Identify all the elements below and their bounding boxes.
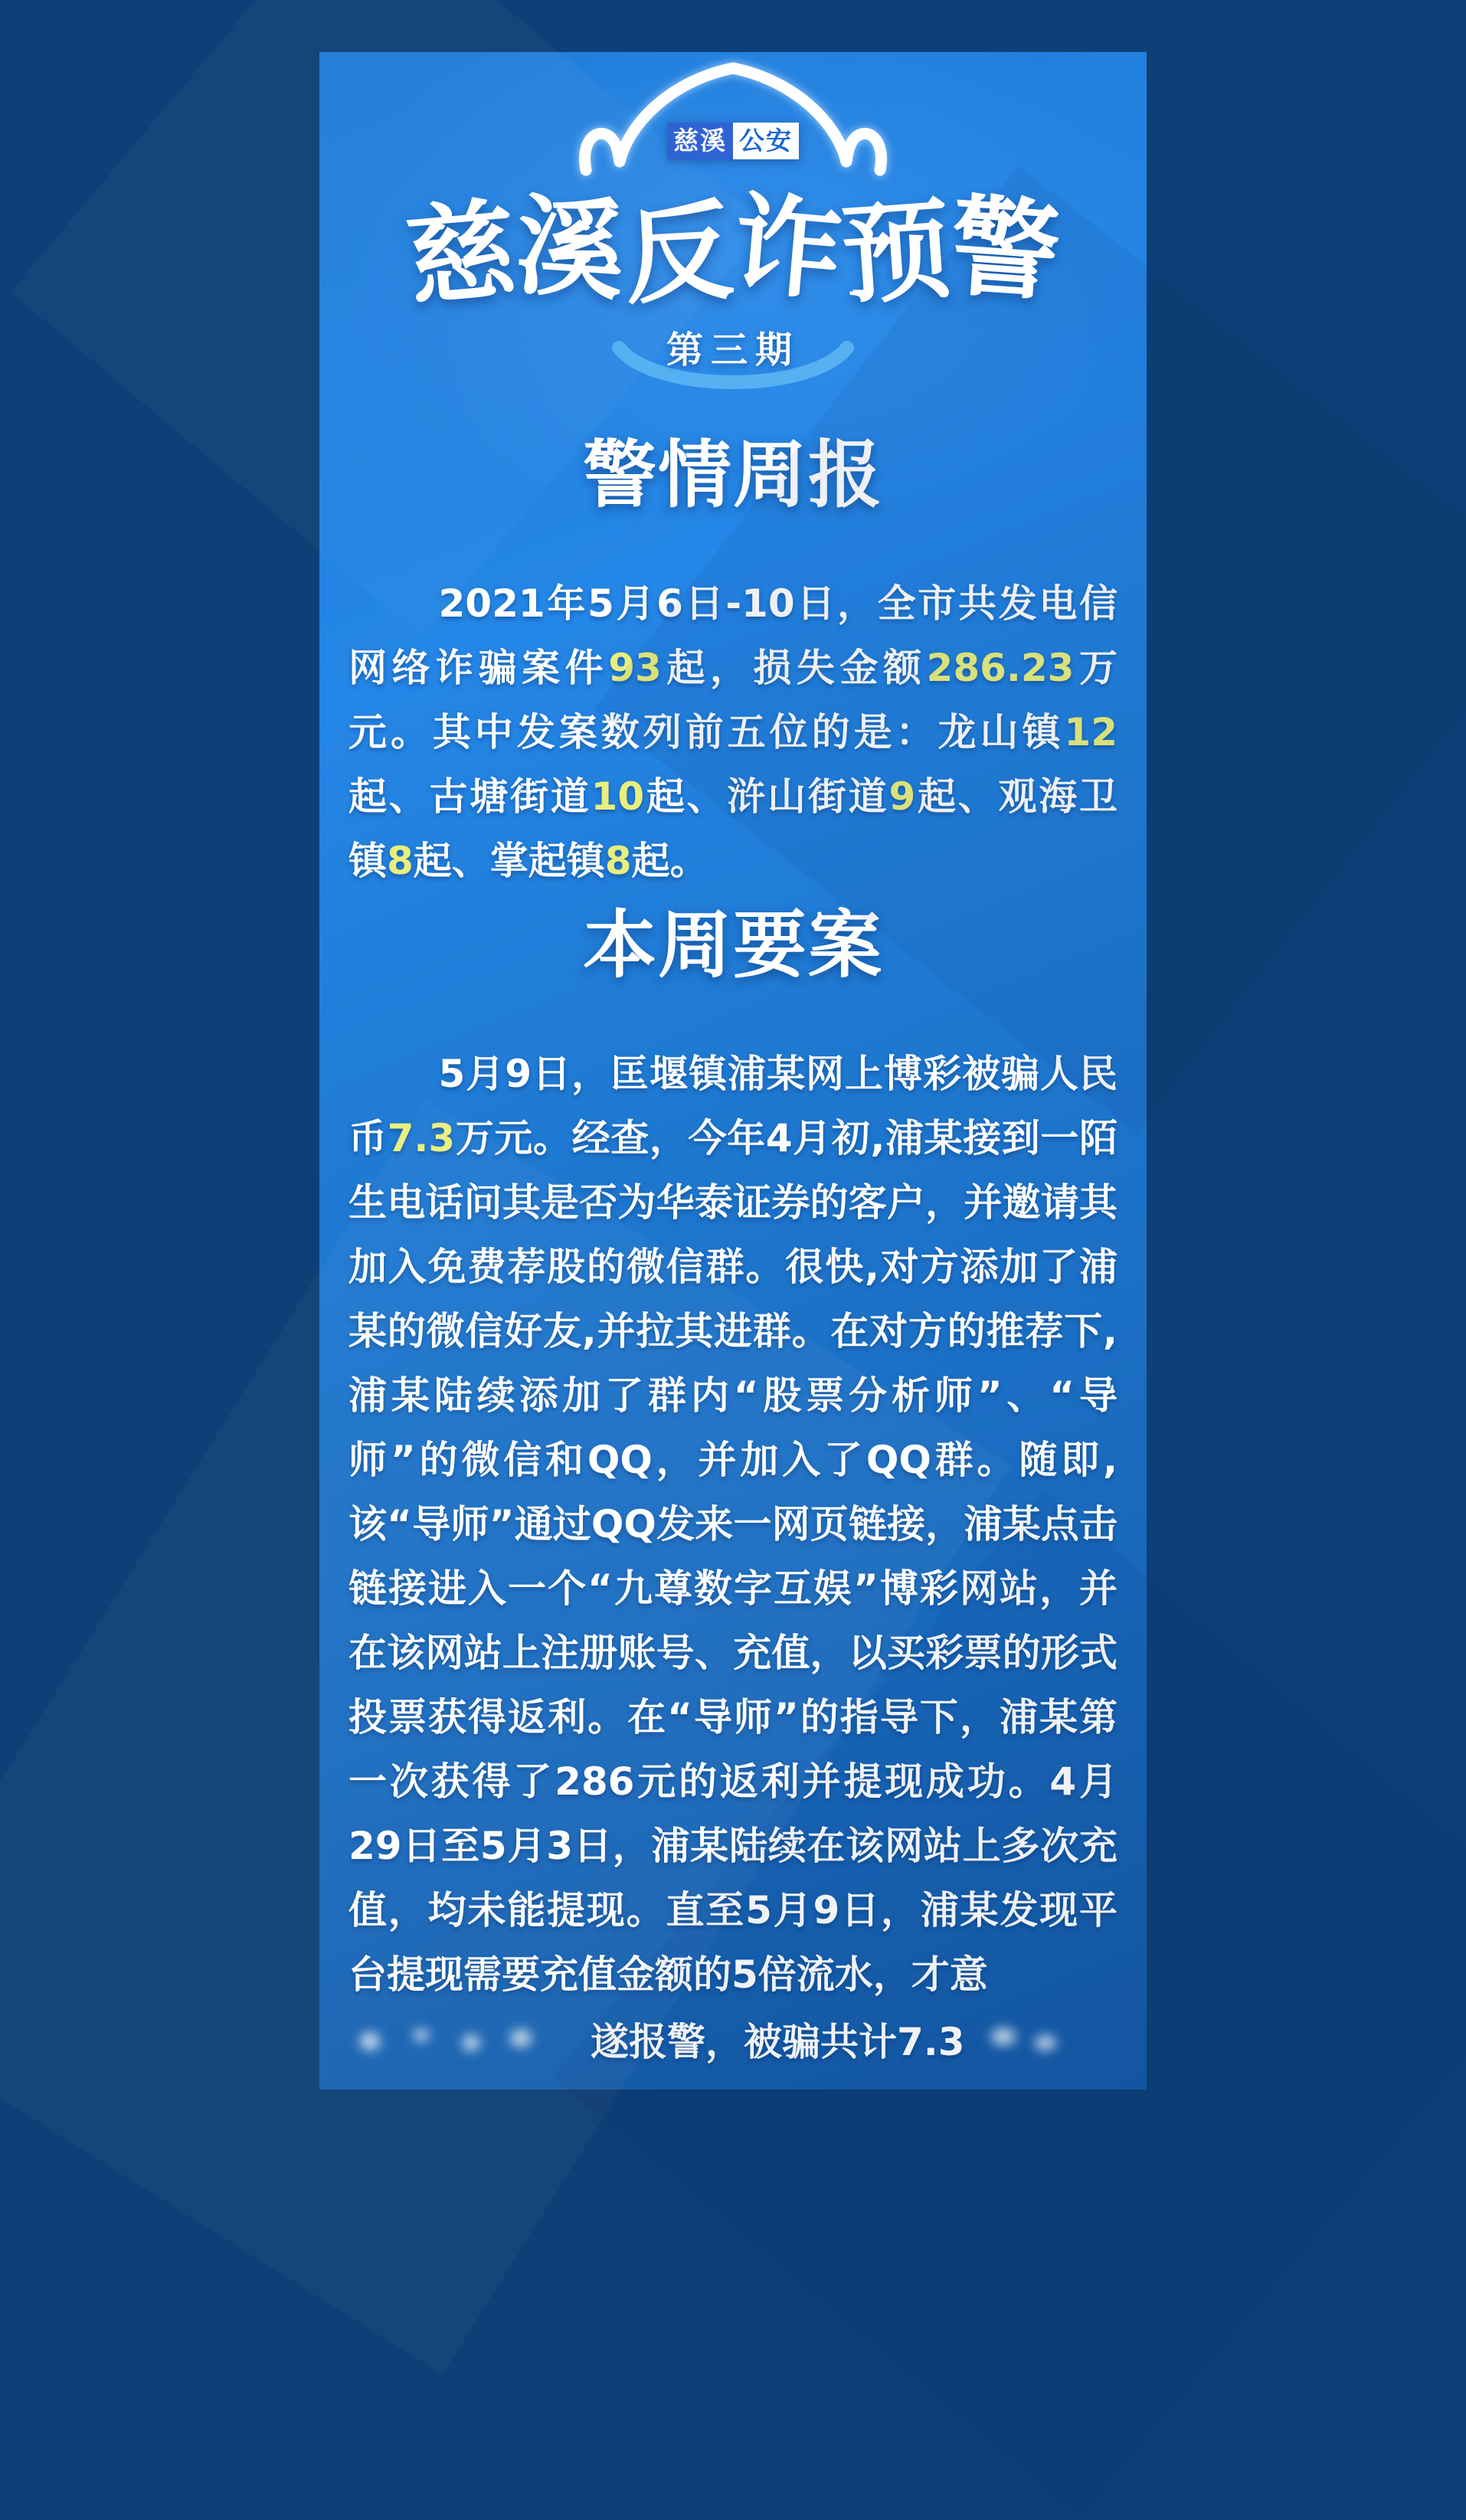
major-case-section — [319, 902, 1147, 2071]
major-case-heading: 本周要案 — [583, 902, 883, 988]
weekly-report-heading: 警情周报 — [583, 432, 883, 518]
weekly-report-paragraph: 2021年5月6日-10日，全市共发电信网络诈骗案件93起，损失金额286.23万元。其中发案数列前五位的是：龙山镇12起、古塘街道10起、浒山街道9起、观海卫镇8起、掌起镇8起。 — [349, 581, 1118, 883]
roof-arc-icon — [572, 52, 894, 191]
badge-cixi-label: 慈溪 — [667, 123, 733, 159]
poster-header — [319, 52, 1147, 421]
censored-last-line — [349, 2007, 1117, 2071]
censor-smudge-right — [973, 2015, 1072, 2063]
anti-fraud-poster — [319, 52, 1147, 2090]
issue-block — [319, 320, 1147, 421]
censor-smudge-left — [349, 2015, 540, 2063]
police-roof-logo — [572, 52, 894, 191]
badge-gongan-label: 公安 — [733, 123, 799, 159]
weekly-report-section — [319, 432, 1147, 893]
issue-number-label: 第三期 — [666, 329, 800, 371]
last-line-text: 遂报警，被骗共计7.3 — [591, 2020, 965, 2064]
police-badge — [667, 123, 799, 159]
major-case-paragraph: 5月9日，匡堰镇浦某网上博彩被骗人民币7.3万元。经查，今年4月初,浦某接到一陌生电话问其是否为华泰证券的客户，并邀请其加入免费荐股的微信群。很快,对方添加了浦某的微信好友,并拉其进群。在对方的推荐下,浦某陆续添加了群内“股票分析师”、“导师”的微信和QQ，并加入了QQ群。随即,该“导师”通过QQ发来一网页链接，浦某点击链接进入一个“九尊数字互娱”博彩网站，并在该网站上注册账号、充值，以买彩票的形式投票获得返利。在“导师”的指导下，浦某第一次获得了286元的返利并提现成功。4月29日至5月3日，浦某陆续在该网站上多次充值，均未能提现。直至5月9日，浦某发现平台提现需要充值金额的5倍流水，才意 — [349, 1052, 1117, 1997]
page-title: 慈溪反诈预警 — [401, 181, 1064, 322]
